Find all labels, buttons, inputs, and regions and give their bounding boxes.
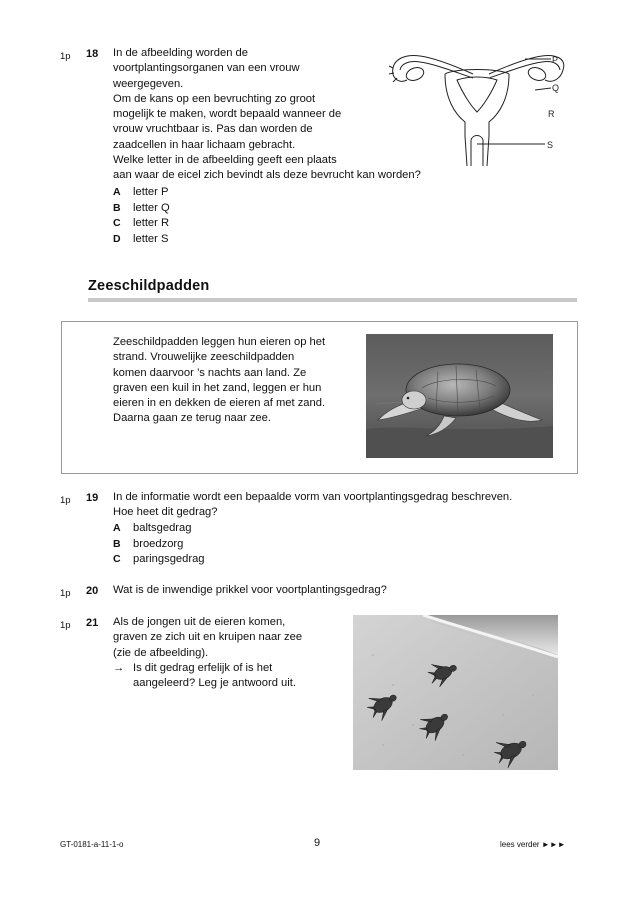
q21-number: 21 [86, 617, 99, 629]
q21-task-line: Is dit gedrag erfelijk of is het [133, 662, 273, 674]
label-r: R [548, 109, 555, 119]
info-line: graven een kuil in het zand, leggen er hun [113, 381, 322, 394]
sea-turtle-photo [366, 334, 553, 458]
continue-indicator: lees verder ►►► [500, 840, 566, 849]
info-line: Zeeschildpadden leggen hun eieren op het [113, 336, 326, 348]
q18-question-text [113, 46, 403, 168]
q18-line: weergegeven. [113, 77, 184, 90]
q18-line: voortplantingsorganen van een vrouw [113, 62, 300, 75]
option-d[interactable]: D letter S [113, 232, 169, 245]
q21-question-text [113, 615, 343, 661]
q18-options [113, 185, 170, 247]
q21-line: (zie de afbeelding). [113, 646, 209, 659]
info-line: strand. Vrouwelijke zeeschildpadden [113, 351, 295, 364]
option-c[interactable]: C letter R [113, 217, 170, 230]
q18-number: 18 [86, 48, 99, 60]
reproductive-organs-diagram [385, 44, 565, 174]
q18-line: vrouw vruchtbaar is. Pas dan worden de [113, 123, 313, 136]
info-line: eieren in en dekken de eieren af met zand. [113, 397, 326, 410]
q19-question-text [113, 490, 593, 521]
label-p: P [552, 55, 559, 65]
q18-line: zaadcellen in haar lichaam gebracht. [113, 138, 296, 151]
q21-task-text [133, 661, 343, 692]
q21-points: 1p [60, 620, 71, 631]
info-line: Daarna gaan ze terug naar zee. [113, 412, 271, 425]
info-text [113, 335, 363, 427]
section-divider [88, 298, 577, 302]
q18-line: Welke letter in de afbeelding geeft een plaats [113, 154, 337, 167]
q20-question-text: Wat is de inwendige prikkel voor voortplantingsgedrag? [113, 584, 387, 596]
q19-line: Hoe heet dit gedrag? [113, 506, 218, 519]
q18-question-line: aan waar de eicel zich bevindt als deze bevrucht kan worden? [113, 169, 421, 181]
option-b[interactable]: B letter Q [113, 201, 170, 214]
q19-line: In de informatie wordt een bepaalde vorm van voortplantingsgedrag beschreven. [113, 491, 513, 503]
section-title: Zeeschildpadden [88, 278, 210, 294]
q19-points: 1p [60, 495, 71, 506]
label-q: Q [552, 83, 560, 93]
label-s: S [547, 140, 554, 150]
q21-line: graven ze zich uit en kruipen naar zee [113, 631, 303, 644]
q20-number: 20 [86, 585, 99, 597]
q19-number: 19 [86, 492, 99, 504]
option-b[interactable]: B broedzorg [113, 537, 184, 550]
q20-points: 1p [60, 588, 71, 599]
page-number: 9 [314, 837, 321, 849]
option-a[interactable]: A letter P [113, 186, 169, 198]
q21-task-line: aangeleerd? Leg je antwoord uit. [133, 677, 296, 690]
q21-line: Als de jongen uit de eieren komen, [113, 616, 286, 628]
info-line: komen daarvoor ’s nachts aan land. Ze [113, 366, 307, 379]
q21-arrow-icon: → [113, 662, 125, 674]
q18-points: 1p [60, 51, 71, 62]
q18-line: In de afbeelding worden de [113, 47, 248, 59]
turtle-hatchlings-photo [353, 615, 558, 770]
document-code: GT-0181-a-11-1-o [60, 840, 124, 849]
q19-options [113, 521, 205, 568]
option-c[interactable]: C paringsgedrag [113, 553, 205, 566]
option-a[interactable]: A baltsgedrag [113, 522, 192, 534]
q18-line: Om de kans op een bevruchting zo groot [113, 92, 316, 105]
q18-line: mogelijk te maken, wordt bepaald wanneer de [113, 108, 342, 121]
